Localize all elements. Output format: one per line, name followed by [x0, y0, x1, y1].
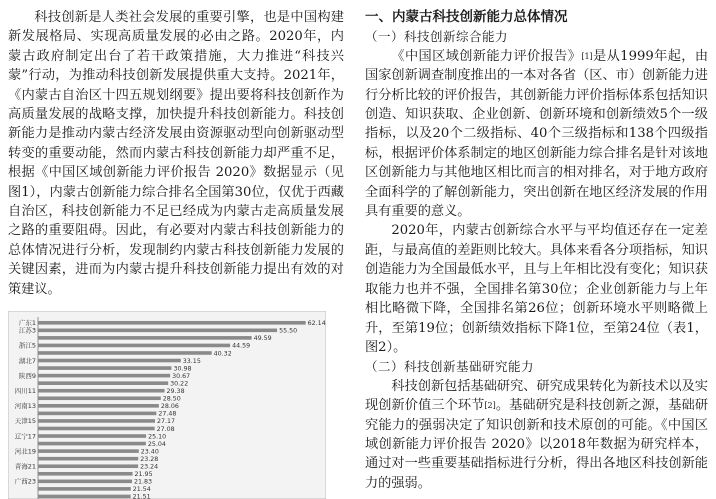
- chart-bar: [38, 381, 168, 385]
- chart-category-label: 青海21: [14, 462, 36, 471]
- citation-ref-2: [2]: [484, 401, 496, 411]
- chart-value-label: 25.04: [147, 440, 166, 448]
- chart-bar: [38, 321, 306, 325]
- subsection-title-2: （二）科技创新基础研究能力: [365, 359, 535, 375]
- chart-category-label: 湖北7: [18, 356, 36, 365]
- chart-value-label: 30.67: [172, 372, 191, 380]
- chart-value-label: 21.83: [134, 478, 153, 486]
- chart-bar: [38, 434, 146, 438]
- chart-bar: [38, 351, 212, 355]
- section-title: 一、内蒙古科技创新能力总体情况: [365, 9, 568, 25]
- chart-bar: [38, 427, 155, 431]
- chart-value-label: 28.50: [162, 395, 181, 403]
- chart-svg: [8, 311, 326, 499]
- chart-value-label: 27.08: [156, 425, 175, 433]
- chart-bar: [38, 464, 138, 468]
- chart-bar: [38, 480, 132, 484]
- chart-value-label: 40.32: [213, 350, 232, 358]
- chart-value-label: 25.10: [148, 433, 167, 441]
- subsection-title-1: （一）科技创新综合能力: [365, 29, 509, 45]
- chart-value-label: 23.40: [140, 448, 159, 456]
- chart-value-label: 44.59: [232, 342, 251, 350]
- chart-value-label: 49.59: [253, 335, 272, 343]
- report-title-text: 《中国区域创新能力评价报告》: [391, 48, 582, 64]
- chart-bar: [38, 442, 146, 446]
- left-column: [8, 8, 344, 299]
- chart-bar: [38, 336, 252, 340]
- chart-category-label: 浙江5: [18, 341, 36, 350]
- chart-bar: [38, 457, 138, 461]
- chart-bar: [38, 329, 277, 333]
- citation-ref-1: [1]: [581, 51, 593, 61]
- chart-value-label: 21.54: [132, 486, 151, 494]
- chart-value-label: 55.50: [279, 327, 298, 335]
- chart-category-label: 河北19: [14, 447, 36, 456]
- chart-bar: [38, 359, 181, 363]
- chart-value-label: 62.14: [307, 320, 326, 328]
- right-paragraph-1: [365, 47, 708, 222]
- paragraph-3-body: 。基础研究是科技创新之源，基础研究能力的强弱决定了知识创新和技术原创的可能。《中国区域创新能力评价报告 2020》以2018年数据为研究样本，通过对一些重要基础指标进行分析，得出各地区科技创新能力的强弱。: [365, 398, 709, 491]
- chart-value-label: 21.51: [132, 493, 151, 499]
- chart-category-label: 河南13: [14, 402, 36, 411]
- chart-bar: [38, 495, 131, 499]
- chart-bar: [38, 366, 171, 370]
- chart-category-label: 广东1: [18, 319, 36, 328]
- paragraph-3-lead: 科技创新包括基础研究、研究成果转化为新技术以及实现创新价值三个环节: [365, 378, 708, 414]
- chart-bar: [38, 344, 230, 348]
- chart-bar: [38, 404, 159, 408]
- right-column: [365, 8, 708, 493]
- chart-value-label: 28.06: [160, 403, 179, 411]
- chart-bar: [38, 374, 170, 378]
- left-paragraph: 科技创新是人类社会发展的重要引擎，也是中国构建新发展格局、实现高质量发展的必由之路。2020年，内蒙古政府制定出台了若干政策措施，大力推进“科技兴蒙”行动，为推动科技创新发展提供重大支持。2021年，《内蒙古自治区十四五规划纲要》提出要将科技创新作为高质量发展的战略支撑，加快提升科技创新能力。科技创新能力是推动内蒙古经济发展由资源驱动型向创新驱动型转变的重要动能，然而内蒙古科技创新能力却严重不足，根据《中国区域创新能力评价报告 2020》数据显示（见图1），内蒙古创新能力综合排名全国第30位，仅优于西藏自治区，科技创新能力不足已经成为内蒙古走高质量发展之路的重要阻碍。因此，有必要对内蒙古科技创新能力的总体情况进行分析，发现制约内蒙古科技创新能力发展的关键因素，进而为内蒙古提升科技创新能力提出有效的对策建议。: [8, 10, 344, 297]
- chart-category-label: 陕西9: [18, 371, 36, 380]
- chart-bar: [38, 419, 155, 423]
- chart-value-label: 30.22: [170, 380, 189, 388]
- innovation-ranking-chart: [8, 311, 326, 499]
- chart-category-label: 辽宁17: [14, 432, 36, 441]
- chart-value-label: 23.28: [140, 455, 159, 463]
- chart-value-label: 33.15: [182, 357, 201, 365]
- chart-category-label: 四川11: [14, 387, 36, 396]
- chart-value-label: 27.17: [157, 418, 176, 426]
- chart-bar: [38, 472, 133, 476]
- chart-bar: [38, 389, 165, 393]
- chart-category-label: 江苏3: [18, 326, 36, 335]
- chart-value-label: 21.95: [134, 471, 153, 479]
- chart-value-label: 23.24: [140, 463, 159, 471]
- chart-bar: [38, 396, 161, 400]
- chart-category-label: 天津15: [14, 417, 36, 426]
- chart-bar: [38, 412, 156, 416]
- right-paragraph-2: 2020年，内蒙古创新综合水平与平均值还存在一定差距，与最高值的差距则比较大。具体来看各分项指标，知识创造能力为全国最低水平，且与上年相比没有变化；知识获取能力也并不强，全国排名第30位；企业创新能力与上年相比略微下降，全国排名第26位；创新环境水平则略微上升，至第19位；创新绩效指标下降1位，至第24位（表1，图2）。: [365, 223, 708, 355]
- chart-value-label: 29.38: [166, 388, 185, 396]
- chart-bar: [38, 487, 131, 491]
- chart-bar: [38, 449, 139, 453]
- chart-value-label: 30.98: [173, 365, 192, 373]
- paragraph-1-body: 是从1999年起，由国家创新调查制度推出的一本对各省（区、市）创新能力进行分析比较的评价报告，其创新能力评价指标体系包括知识创造、知识获取、企业创新、创新环境和创新绩效5个一级指标，以及20个二级指标、40个三级指标和138个四级指标，根据评价体系制定的地区创新能力综合排名是针对该地区创新能力与其他地区相比而言的相对排名，对于地方政府全面科学的了解创新能力，突出创新在地区经济发展的作用具有重要的意义。: [365, 48, 709, 220]
- right-paragraph-3: [365, 377, 708, 493]
- chart-value-label: 27.48: [158, 410, 177, 418]
- chart-category-label: 广西23: [14, 477, 36, 486]
